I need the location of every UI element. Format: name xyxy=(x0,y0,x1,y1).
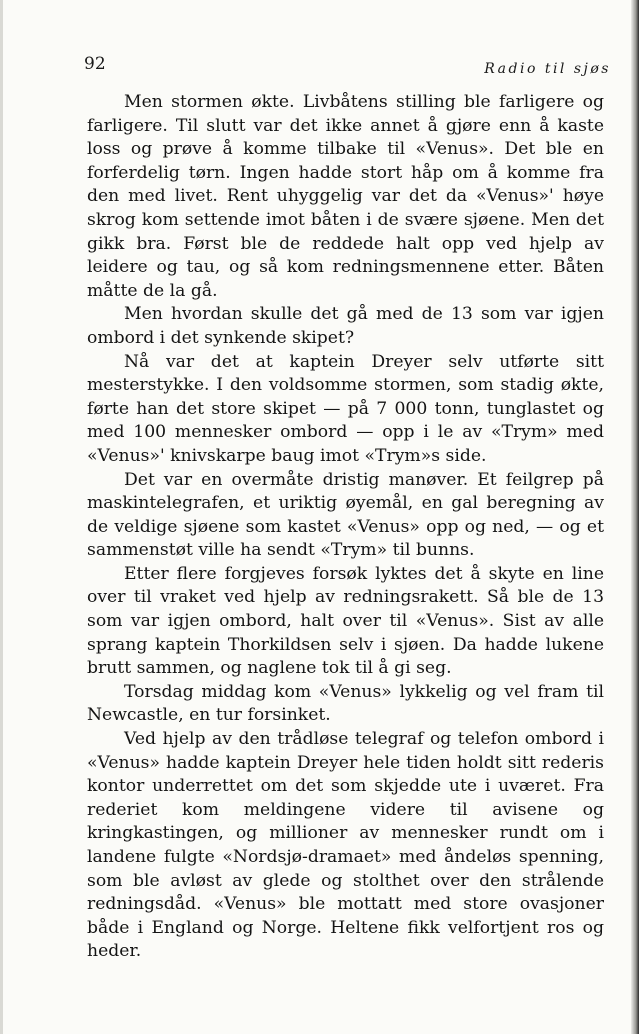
page-number: 92 xyxy=(84,54,106,74)
paragraph: Ved hjelp av den trådløse telegraf og telefon ombord i «Venus» hadde kaptein Dreyer hele tiden holdt sitt rederis kontor underrettet om det som skjedde ute i uværet. Fra rederiet kom meldingene videre til avisene og kringkastingen, og millioner av mennesker rundt om i landene fulgte «Nordsjø-dramaet» med åndeløs spenning, som ble avløst av glede og stolthet over den strålende redningsdåd. «Venus» ble mottatt med store ovasjoner både i England og Norge. Heltene fikk velfortjent ros og heder. xyxy=(87,729,604,962)
paragraph: Men stormen økte. Livbåtens stilling ble farligere og farligere. Til slutt var det ikke annet å gjøre enn å kaste loss og prøve å komme tilbake til «Venus». Det ble en forferdelig tørn. Ingen hadde stort håp om å komme fra den med livet. Rent uhyggelig var det da «Venus»' høye skrog kom settende imot båten i de svære sjøene. Men det gikk bra. Først ble de reddede halt opp ved hjelp av leidere og tau, og så kom redningsmennene etter. Båten måtte de la gå. xyxy=(87,92,604,301)
page-left-edge xyxy=(0,0,3,1034)
body-text xyxy=(87,91,604,964)
running-title: Radio til sjøs xyxy=(484,61,611,77)
paragraph: Men hvordan skulle det gå med de 13 som var igjen ombord i det synkende skipet? xyxy=(87,304,604,348)
paragraph: Det var en overmåte dristig manøver. Et feilgrep på maskintelegrafen, et uriktig øyemål, en gal beregning av de veldige sjøene som kastet «Venus» opp og ned, — og et sammenstøt ville ha sendt «Trym» til bunns. xyxy=(87,469,604,561)
paragraph: Etter flere forgjeves forsøk lyktes det å skyte en line over til vraket ved hjelp av redningsrakett. Så ble de 13 som var igjen ombord, halt over til «Venus». Sist av alle sprang kaptein Thorkildsen selv i sjøen. Da hadde lukene brutt sammen, og naglene tok til å gi seg. xyxy=(87,563,604,679)
paragraph: Nå var det at kaptein Dreyer selv utførte sitt mesterstykke. I den voldsomme stormen, som stadig økte, førte han det store skipet — på 7 000 tonn, tunglastet og med 100 mennesker ombord — opp i le av «Trym» med «Venus»' knivskarpe baug imot «Trym»s side. xyxy=(87,351,604,466)
page-right-edge xyxy=(631,0,639,1034)
paragraph: Torsdag middag kom «Venus» lykkelig og vel fram til Newcastle, en tur forsinket. xyxy=(87,681,604,726)
